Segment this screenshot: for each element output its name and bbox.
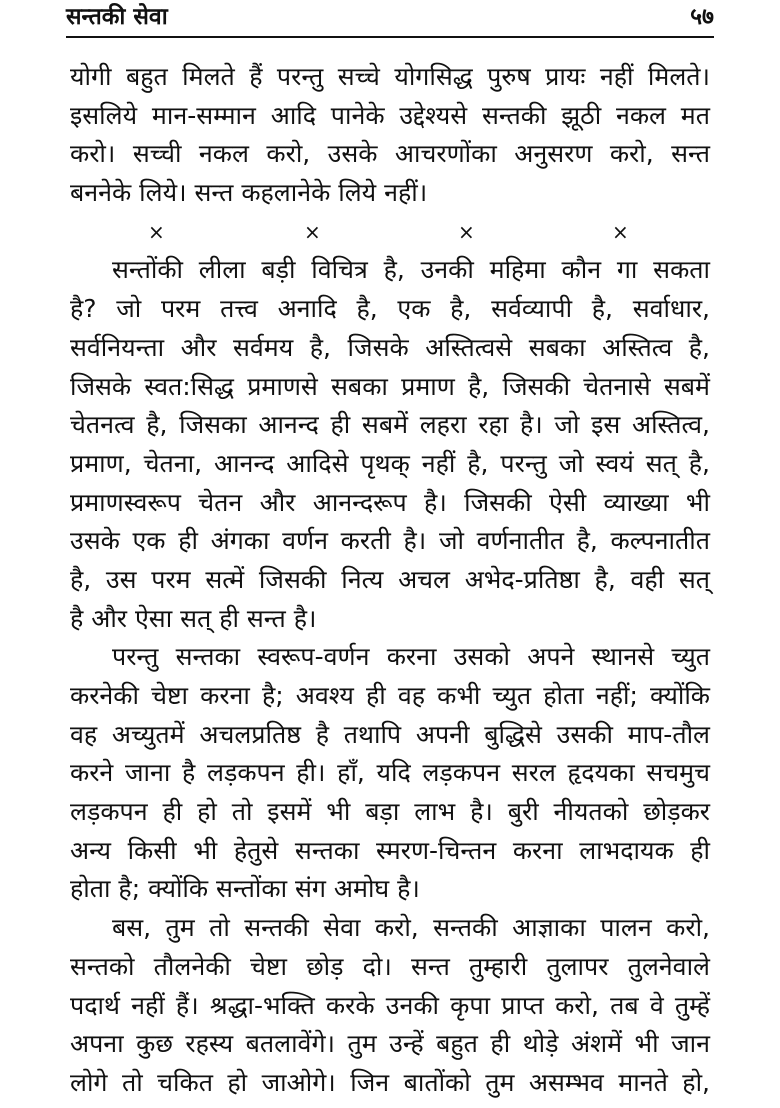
separator-mark: × [612,219,629,244]
page-header [66,0,714,34]
text-line: करने जाना है लड़कपन ही। हाँ, यदि लड़कपन सरल हृदयका सचमुच [70,758,710,788]
separator-mark: × [458,219,475,244]
separator-mark: × [304,219,321,244]
text-line: है और ऐसा सत् ही सन्त है। [70,603,317,633]
section-separator [70,213,710,252]
text-line: लोगे तो चकित हो जाओगे। जिन बातोंको तुम असम्भव मानते हो, [70,1067,710,1097]
text-line: बस, तुम तो सन्तकी सेवा करो, सन्तकी आज्ञाका पालन करो, [112,913,710,943]
separator-mark: × [148,219,165,244]
text-line: वह अच्युतमें अचलप्रतिष्ठ है तथापि अपनी बुद्धिसे उसकी माप-तौल [70,719,710,749]
text-line: अन्य किसी भी हेतुसे सन्तका स्मरण-चिन्तन करना लाभदायक ही [70,835,710,865]
text-line: सन्तोंकी लीला बड़ी विचित्र है, उनकी महिमा कौन गा सकता [112,255,710,285]
text-line: योगी बहुत मिलते हैं परन्तु सच्चे योगसिद्ध पुरुष प्रायः नहीं मिलते। [70,62,710,91]
text-line: जिसके स्वत:सिद्ध प्रमाणसे सबका प्रमाण है, जिसकी चेतनासे सबमें [70,371,710,401]
text-line: प्रमाणस्वरूप चेतन और आनन्दरूप है। जिसकी ऐसी व्याख्या भी [70,487,710,517]
paragraph [70,58,710,213]
text-line: सर्वनियन्ता और सर्वमय है, जिसके अस्तित्वसे सबका अस्तित्व है, [70,332,710,362]
paragraph [70,909,710,1102]
text-line: इसलिये मान-सम्मान आदि पानेके उद्देश्यसे सन्तकी झूठी नकल मत [70,100,710,130]
text-line: चेतनत्व है, जिसका आनन्द ही सबमें लहरा रहा है। जो इस अस्तित्व, [70,410,710,440]
text-line: लड़कपन ही हो तो इसमें भी बड़ा लाभ है। बुरी नीयतको छोड़कर [70,797,710,827]
header-rule [66,36,714,38]
text-line: करो। सच्ची नकल करो, उसके आचरणोंका अनुसरण करो, सन्त [70,139,710,169]
text-line: परन्तु सन्तका स्वरूप-वर्णन करना उसको अपने स्थानसे च्युत [112,642,710,672]
text-line: अपना कुछ रहस्य बतलावेंगे। तुम उन्हें बहुत ही थोड़े अंशमें भी जान [70,1029,710,1059]
text-line: बननेके लिये। सन्त कहलानेके लिये नहीं। [70,178,428,208]
paragraph [70,251,710,638]
text-line: होता है; क्योंकि सन्तोंका संग अमोघ है। [70,874,420,904]
paragraph [70,638,710,909]
text-line: सन्तको तौलनेकी चेष्टा छोड़ दो। सन्त तुम्हारी तुलापर तुलनेवाले [70,951,710,981]
body-text [70,58,710,1103]
text-line: है, उस परम सत्में जिसकी नित्य अचल अभेद-प्रतिष्ठा है, वही सत् [70,564,710,594]
running-title: सन्तकी सेवा [66,4,168,30]
page-number: ५७ [690,4,714,30]
text-line: उसके एक ही अंगका वर्णन करती है। जो वर्णनातीत है, कल्पनातीत [70,526,710,556]
text-line: प्रमाण, चेतना, आनन्द आदिसे पृथक् नहीं है, परन्तु जो स्वयं सत् है, [70,448,710,478]
text-line: करनेकी चेष्टा करना है; अवश्य ही वह कभी च्युत होता नहीं; क्योंकि [70,681,710,710]
text-line: है? जो परम तत्त्व अनादि है, एक है, सर्वव्यापी है, सर्वाधार, [70,294,710,324]
text-line: पदार्थ नहीं हैं। श्रद्धा-भक्ति करके उनकी कृपा प्राप्त करो, तब वे तुम्हें [70,990,710,1020]
